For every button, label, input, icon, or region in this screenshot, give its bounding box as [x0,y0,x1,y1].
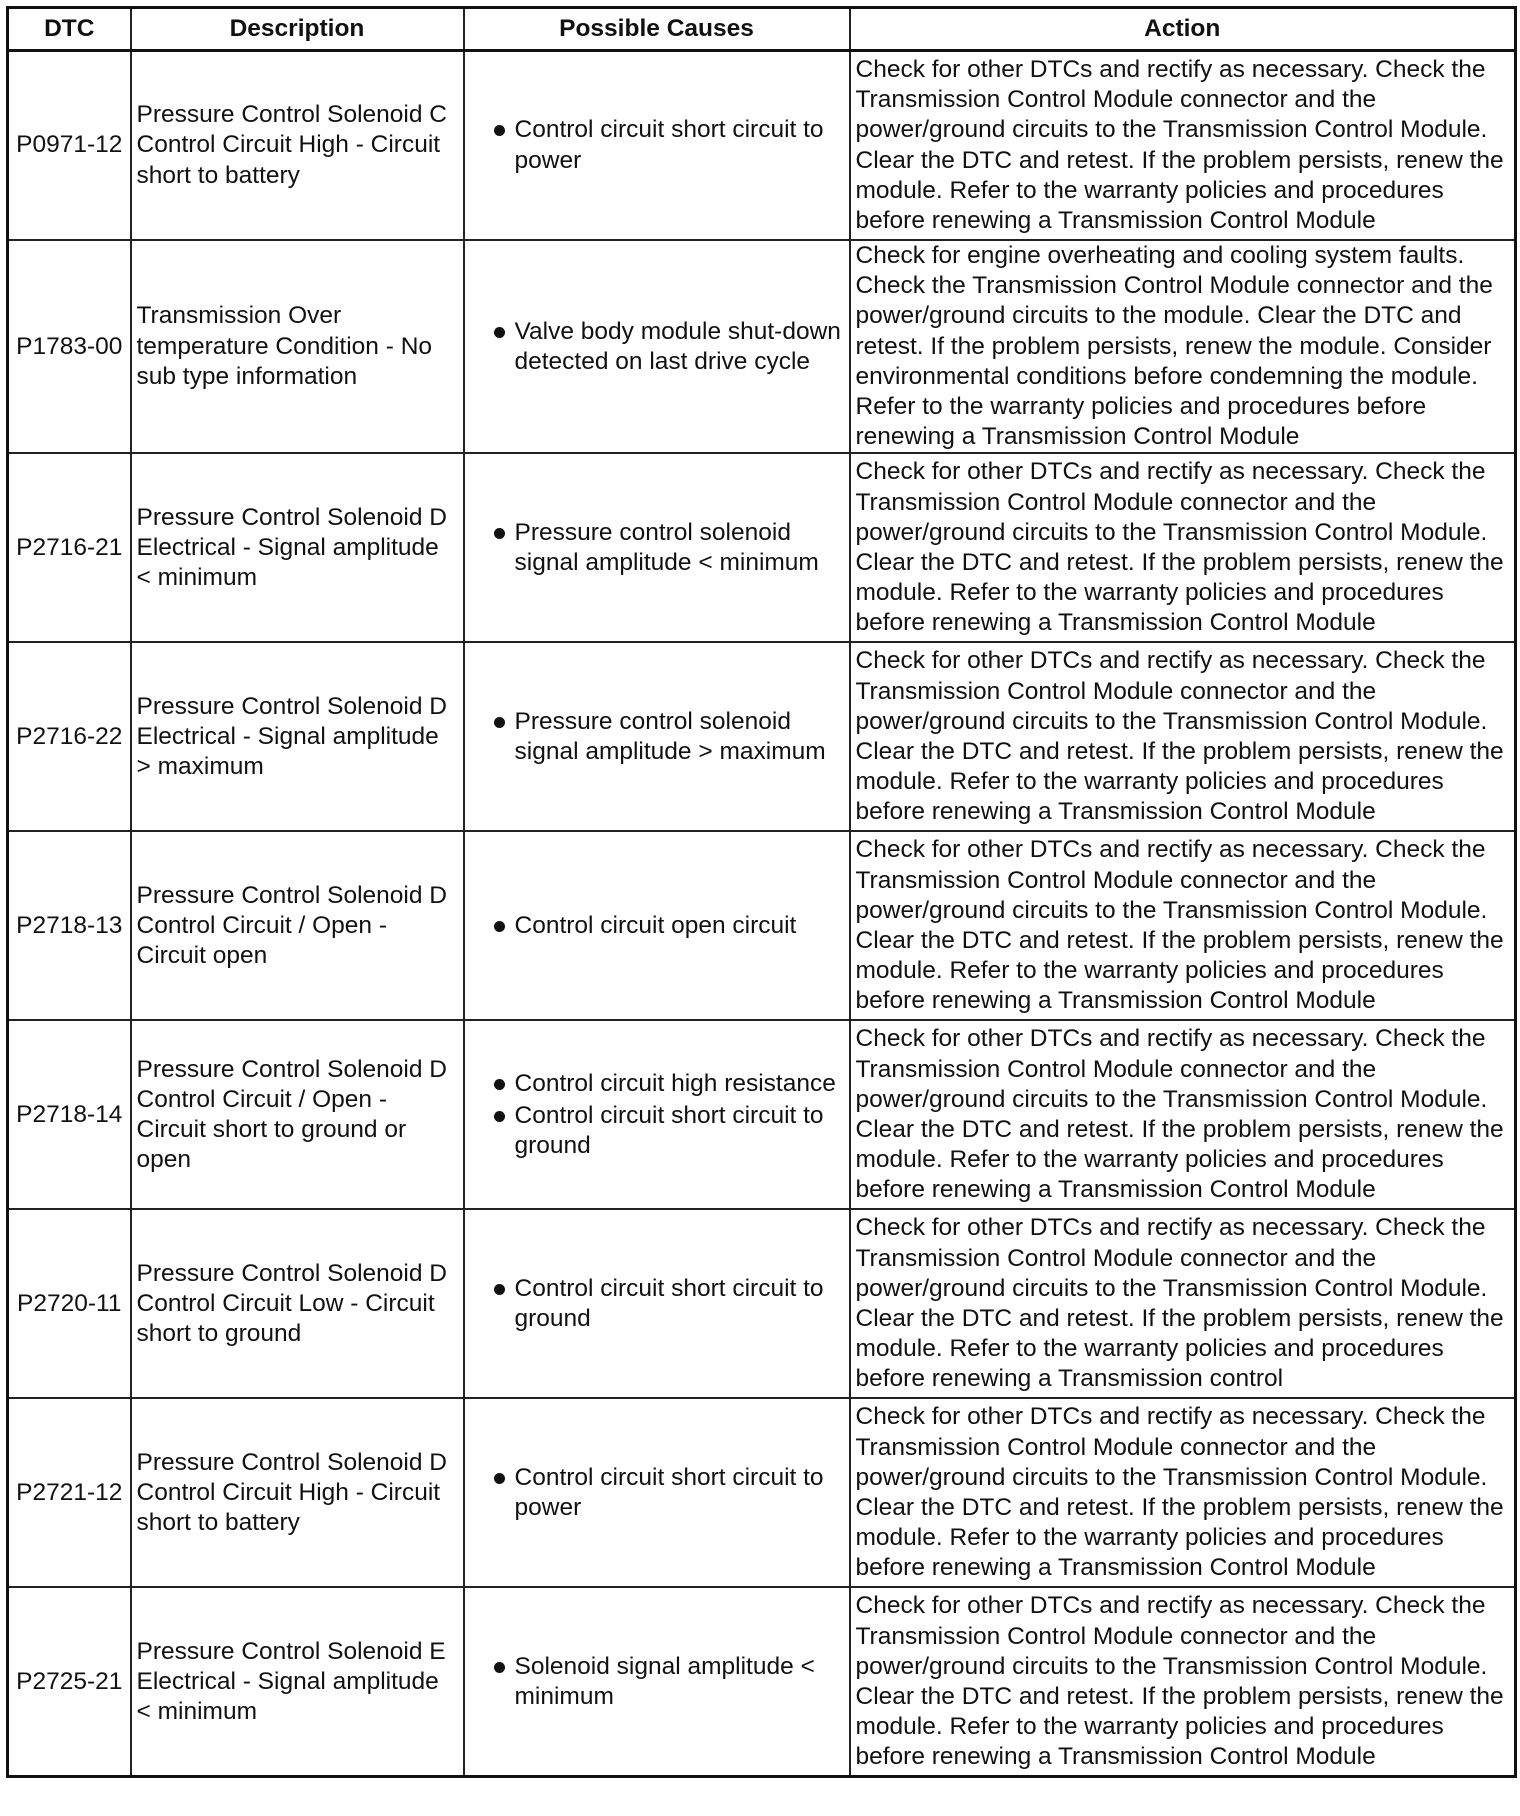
table-row [8,51,1516,241]
possible-cause-item: Control circuit short circuit to ground [470,1101,844,1161]
dtc-code: P2716-22 [8,642,131,831]
dtc-code: P2718-13 [8,831,131,1020]
dtc-code: P2721-12 [8,1398,131,1587]
possible-causes-list [470,115,844,175]
possible-causes-list [470,1652,844,1712]
table-row [8,1020,1516,1209]
possible-causes-cell [464,240,850,453]
table-body [8,51,1516,1777]
dtc-table [6,6,1517,1778]
dtc-code: P2720-11 [8,1209,131,1398]
possible-causes-list [470,518,844,578]
dtc-action: Check for other DTCs and rectify as necessary. Check the Transmission Control Module connector and the power/ground circuits to the Transmission Control Module. Clear the DTC and retest. If the problem persists, renew the module. Refer to the warranty policies and procedures before renewing a Transmission Control Module [850,642,1516,831]
dtc-action: Check for other DTCs and rectify as necessary. Check the Transmission Control Module connector and the power/ground circuits to the Transmission Control Module. Clear the DTC and retest. If the problem persists, renew the module. Refer to the warranty policies and procedures before renewing a Transmission Control Module [850,1398,1516,1587]
table-row [8,831,1516,1020]
dtc-action: Check for engine overheating and cooling system faults. Check the Transmission Control Module connector and the power/ground circuits to the module. Clear the DTC and retest. If the problem persists, renew the module. Consider environmental conditions before condemning the module. Refer to the warranty policies and procedures before renewing a Transmission Control Module [850,240,1516,453]
possible-cause-item: Pressure control solenoid signal amplitude > maximum [470,707,844,767]
dtc-table-container [6,6,1514,1778]
possible-causes-cell [464,1209,850,1398]
dtc-action: Check for other DTCs and rectify as necessary. Check the Transmission Control Module connector and the power/ground circuits to the Transmission Control Module. Clear the DTC and retest. If the problem persists, renew the module. Refer to the warranty policies and procedures before renewing a Transmission Control Module [850,453,1516,642]
possible-causes-list [470,1274,844,1334]
dtc-code: P2718-14 [8,1020,131,1209]
dtc-description: Pressure Control Solenoid D Control Circuit High - Circuit short to battery [131,1398,464,1587]
dtc-description: Pressure Control Solenoid D Electrical - Signal amplitude > maximum [131,642,464,831]
table-row [8,1209,1516,1398]
dtc-code: P0971-12 [8,51,131,241]
possible-cause-item: Control circuit short circuit to ground [470,1274,844,1334]
possible-cause-item: Solenoid signal amplitude < minimum [470,1652,844,1712]
possible-causes-list [470,1463,844,1523]
possible-cause-item: Valve body module shut-down detected on last drive cycle [470,317,844,377]
possible-causes-cell [464,1020,850,1209]
dtc-code: P2716-21 [8,453,131,642]
possible-causes-list [470,317,844,377]
dtc-code: P1783-00 [8,240,131,453]
dtc-description: Pressure Control Solenoid D Control Circuit Low - Circuit short to ground [131,1209,464,1398]
table-row [8,1398,1516,1587]
possible-causes-list [470,911,844,941]
dtc-description: Pressure Control Solenoid D Control Circuit / Open - Circuit short to ground or open [131,1020,464,1209]
header-possible-causes: Possible Causes [464,8,850,51]
dtc-description: Pressure Control Solenoid C Control Circuit High - Circuit short to battery [131,51,464,241]
possible-causes-cell [464,453,850,642]
dtc-action: Check for other DTCs and rectify as necessary. Check the Transmission Control Module connector and the power/ground circuits to the Transmission Control Module. Clear the DTC and retest. If the problem persists, renew the module. Refer to the warranty policies and procedures before renewing a Transmission control [850,1209,1516,1398]
possible-causes-cell [464,1587,850,1777]
possible-cause-item: Control circuit short circuit to power [470,115,844,175]
dtc-action: Check for other DTCs and rectify as necessary. Check the Transmission Control Module connector and the power/ground circuits to the Transmission Control Module. Clear the DTC and retest. If the problem persists, renew the module. Refer to the warranty policies and procedures before renewing a Transmission Control Module [850,51,1516,241]
possible-causes-cell [464,1398,850,1587]
dtc-code: P2725-21 [8,1587,131,1777]
table-row [8,642,1516,831]
table-row [8,240,1516,453]
dtc-action: Check for other DTCs and rectify as necessary. Check the Transmission Control Module connector and the power/ground circuits to the Transmission Control Module. Clear the DTC and retest. If the problem persists, renew the module. Refer to the warranty policies and procedures before renewing a Transmission Control Module [850,1587,1516,1777]
header-dtc: DTC [8,8,131,51]
header-action: Action [850,8,1516,51]
possible-causes-cell [464,831,850,1020]
dtc-description: Pressure Control Solenoid D Control Circuit / Open - Circuit open [131,831,464,1020]
dtc-description: Pressure Control Solenoid E Electrical - Signal amplitude < minimum [131,1587,464,1777]
possible-causes-list [470,707,844,767]
header-description: Description [131,8,464,51]
possible-cause-item: Pressure control solenoid signal amplitude < minimum [470,518,844,578]
possible-causes-cell [464,51,850,241]
table-header-row [8,8,1516,51]
possible-cause-item: Control circuit short circuit to power [470,1463,844,1523]
table-row [8,453,1516,642]
table-row [8,1587,1516,1777]
dtc-action: Check for other DTCs and rectify as necessary. Check the Transmission Control Module connector and the power/ground circuits to the Transmission Control Module. Clear the DTC and retest. If the problem persists, renew the module. Refer to the warranty policies and procedures before renewing a Transmission Control Module [850,1020,1516,1209]
possible-cause-item: Control circuit high resistance [470,1069,844,1099]
possible-cause-item: Control circuit open circuit [470,911,844,941]
dtc-description: Pressure Control Solenoid D Electrical - Signal amplitude < minimum [131,453,464,642]
dtc-description: Transmission Over temperature Condition - No sub type information [131,240,464,453]
dtc-action: Check for other DTCs and rectify as necessary. Check the Transmission Control Module connector and the power/ground circuits to the Transmission Control Module. Clear the DTC and retest. If the problem persists, renew the module. Refer to the warranty policies and procedures before renewing a Transmission Control Module [850,831,1516,1020]
possible-causes-list [470,1069,844,1162]
possible-causes-cell [464,642,850,831]
